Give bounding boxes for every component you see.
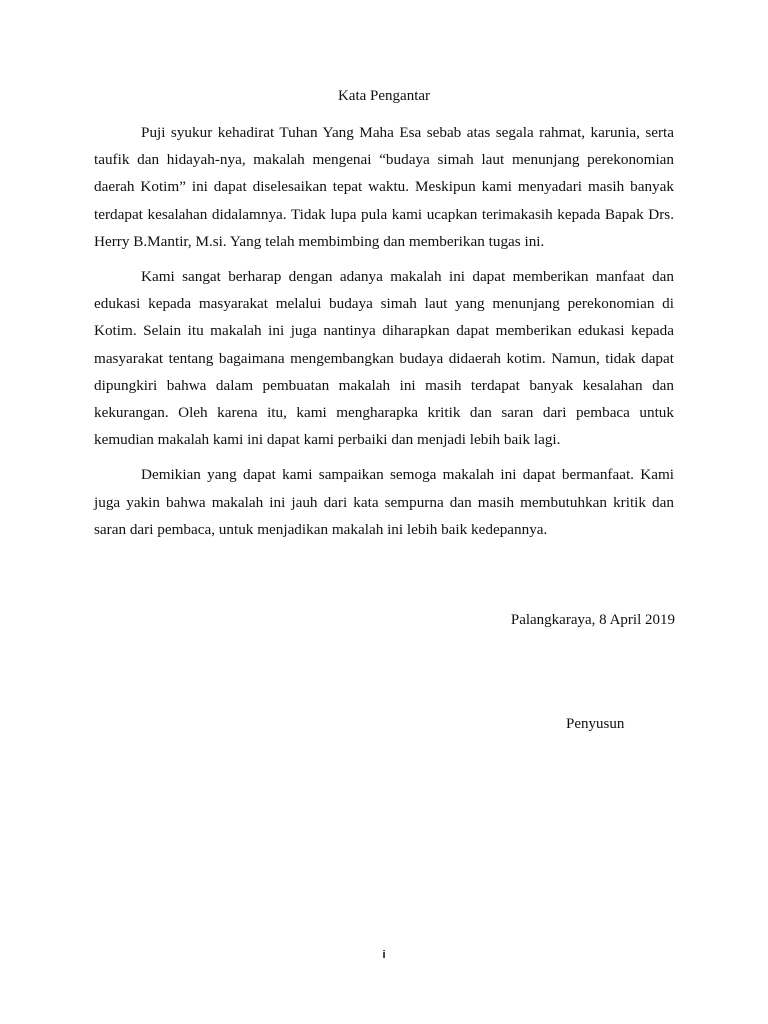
paragraph-2: Kami sangat berharap dengan adanya makalah ini dapat memberikan manfaat dan edukasi kepada masyarakat melalui budaya simah laut yang menunjang perekonomian di Kotim. Selain itu makalah ini juga nantinya diharapkan dapat memberikan edukasi kepada masyarakat tentang bagaimana mengembangkan budaya didaerah kotim. Namun, tidak dapat dipungkiri bahwa dalam pembuatan makalah ini masih terdapat banyak kesalahan dan kekurangan. Oleh karena itu, kami mengharapka kritik dan saran dari pembaca untuk kemudian makalah kami ini dapat kami perbaiki dan menjadi lebih baik lagi. — [94, 268, 674, 449]
paragraph-1: Puji syukur kehadirat Tuhan Yang Maha Esa sebab atas segala rahmat, karunia, serta taufik dan hidayah-nya, makalah mengenai “budaya simah laut menunjang perekonomian daerah Kotim” ini dapat diselesaikan tepat waktu. Meskipun kami menyadari masih banyak terdapat kesalahan didalamnya. Tidak lupa pula kami ucapkan terimakasih kepada Bapak Drs. Herry B.Mantir, M.si. Yang telah membimbing dan memberikan tugas ini. — [94, 124, 674, 250]
page-title: Kata Pengantar — [337, 88, 431, 104]
paragraph-3: Demikian yang dapat kami sampaikan semoga makalah ini dapat bermanfaat. Kami juga yakin bahwa makalah ini jauh dari kata sempurna dan masih membutuhkan kritik dan saran dari pembaca, untuk menjadikan makalah ini lebih baik kedepannya. — [94, 466, 674, 538]
page-number: i — [382, 949, 386, 961]
signer: Penyusun — [566, 716, 625, 732]
body-text — [94, 119, 674, 551]
place-date: Palangkaraya, 8 April 2019 — [510, 612, 675, 628]
